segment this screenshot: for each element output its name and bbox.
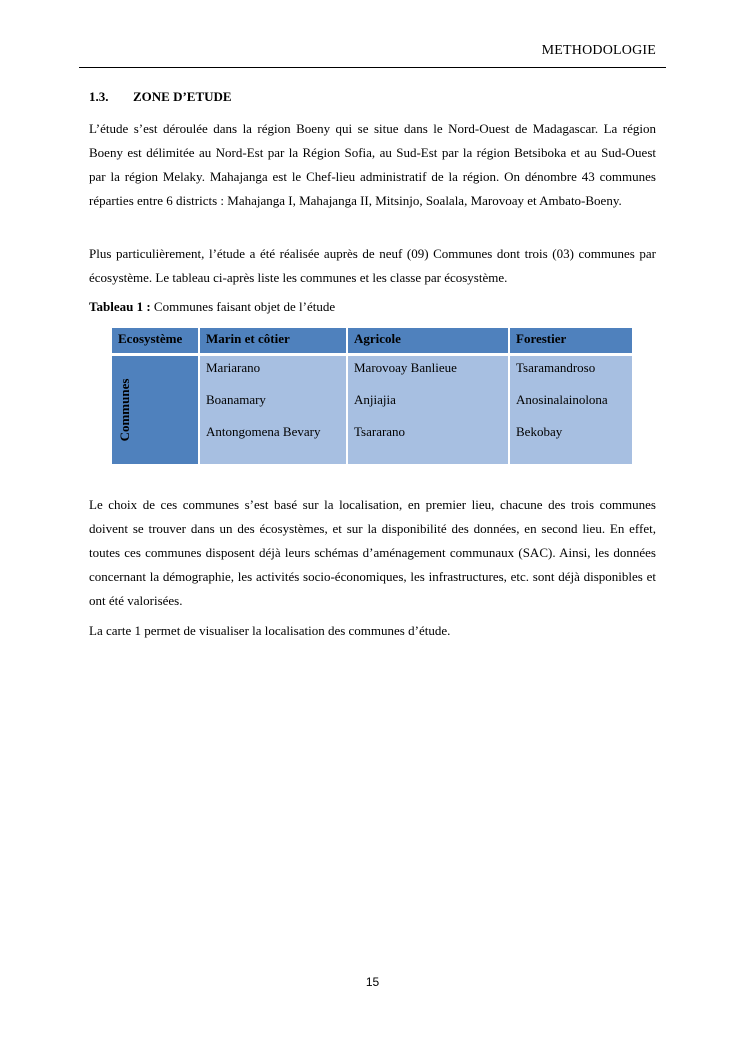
section-heading bbox=[89, 89, 232, 105]
running-header: METHODOLOGIE bbox=[541, 43, 656, 58]
section-title: ZONE D’ETUDE bbox=[133, 89, 232, 104]
table-caption-label: Tableau 1 : bbox=[89, 299, 151, 314]
commune-name: Boanamary bbox=[206, 392, 266, 407]
commune-name: Antongomena Bevary bbox=[206, 424, 321, 439]
table-header-cell: Marin et côtier bbox=[200, 328, 346, 356]
commune-name: Mariarano bbox=[206, 360, 261, 375]
table-row bbox=[112, 356, 632, 464]
table-cell bbox=[510, 356, 632, 464]
communes-table bbox=[110, 328, 634, 464]
row-label-cell bbox=[112, 356, 198, 464]
table-header-cell: Agricole bbox=[348, 328, 508, 356]
section-number: 1.3. bbox=[89, 89, 109, 104]
paragraph-selection: Le choix de ces communes s’est basé sur la localisation, en premier lieu, chacune des trois communes doivent se trouver dans un des écosystèmes, et sur la disponibilité des données, en second lieu. En effet, toutes ces communes disposent déjà leurs schémas d’aménagement communaux (SAC). Ainsi, les données concernant la démographie, les activités socio-économiques, les infrastructures, etc. sont déjà disponibles et ont été valorisées. bbox=[89, 497, 656, 608]
table-header-cell: Forestier bbox=[510, 328, 632, 356]
commune-name: Tsararano bbox=[354, 424, 406, 439]
table-header-cell: Ecosystème bbox=[112, 328, 198, 356]
commune-name: Anosinalainolona bbox=[516, 392, 608, 407]
table-cell bbox=[200, 356, 346, 464]
paragraph-study-area: L’étude s’est déroulée dans la région Boeny qui se situe dans le Nord-Ouest de Madagascar. La région Boeny est délimitée au Nord-Est par la Région Sofia, au Sud-Est par la région Betsiboka et au Sud-Ouest par la région Melaky. Mahajanga est le Chef-lieu administratif de la région. On dénombre 43 communes réparties entre 6 districts : Mahajanga I, Mahajanga II, Mitsinjo, Soalala, Marovoay et Ambato-Boeny. bbox=[89, 121, 656, 208]
commune-name: Tsaramandroso bbox=[516, 360, 596, 375]
paragraph-communes: Plus particulièrement, l’étude a été réalisée auprès de neuf (09) Communes dont trois (03) communes par écosystème. Le tableau ci-après liste les communes et les classe par écosystème. bbox=[89, 246, 656, 285]
row-label: Communes bbox=[117, 378, 132, 442]
table-cell bbox=[348, 356, 508, 464]
table-caption bbox=[89, 299, 335, 315]
table-caption-text: Communes faisant objet de l’étude bbox=[150, 299, 336, 314]
paragraph-map-reference: La carte 1 permet de visualiser la localisation des communes d’étude. bbox=[89, 623, 451, 638]
table-header-row bbox=[112, 328, 632, 356]
commune-name: Bekobay bbox=[516, 424, 563, 439]
commune-name: Marovoay Banlieue bbox=[354, 360, 457, 375]
header-rule bbox=[79, 67, 666, 68]
page-number: 15 bbox=[365, 975, 380, 989]
commune-name: Anjiajia bbox=[354, 392, 396, 407]
